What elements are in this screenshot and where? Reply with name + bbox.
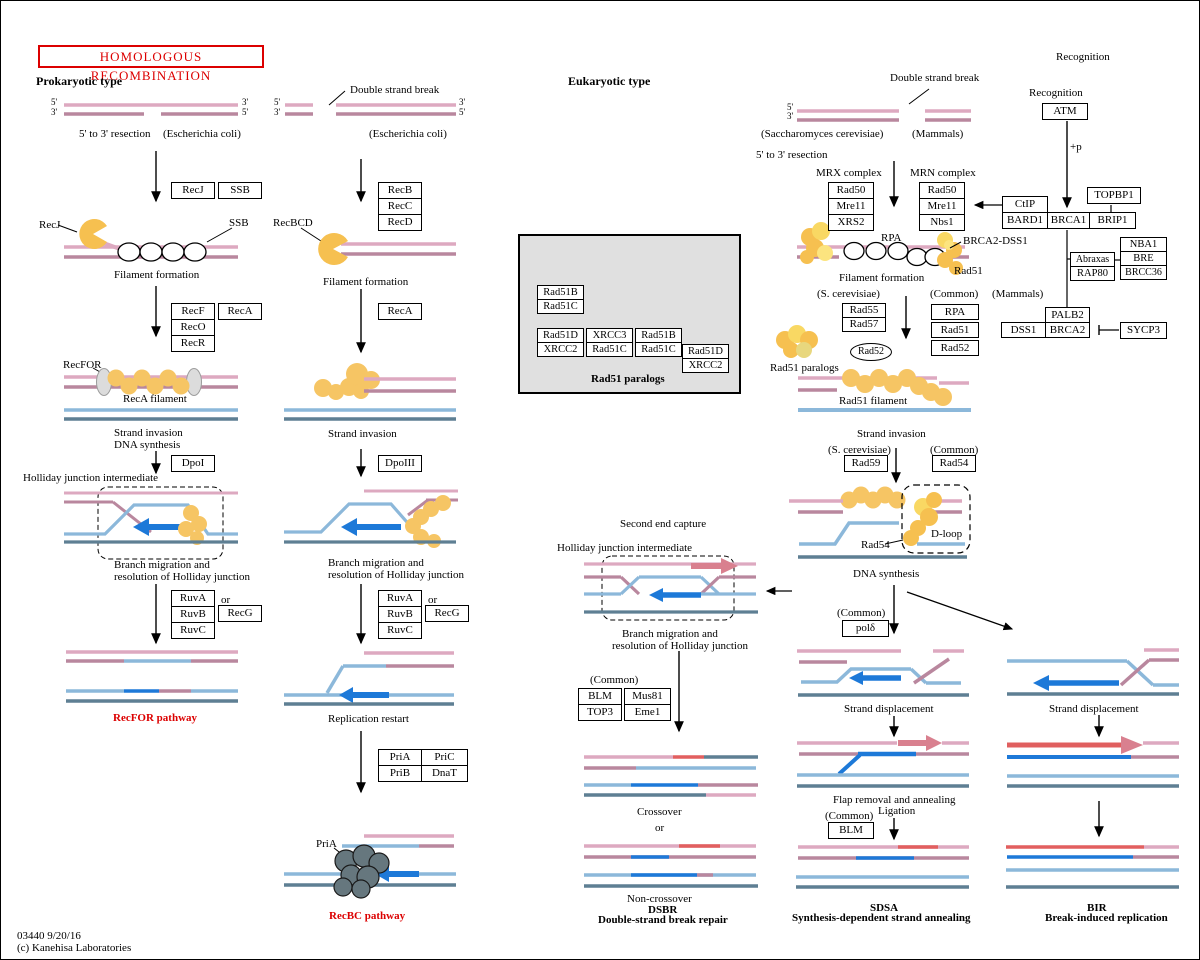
gene-box-dss1[interactable]: DSS1 [1001,322,1046,338]
gene-box-palb2[interactable]: PALB2 [1045,307,1090,323]
label-rad51-filament: Rad51 filament [839,395,908,407]
label-recognition: Recognition [1029,87,1083,99]
label-holliday: Holliday junction intermediate [557,542,693,554]
gene-box-ruvb[interactable]: RuvB [378,606,422,623]
label-rad51-paralogs: Rad51 paralogs [770,362,839,374]
label-dna-synthesis: DNA synthesis [853,568,920,580]
label-strand-invasion: Strand invasion [328,428,397,440]
end-label: 3' [51,107,58,117]
label-brca2-dss1: BRCA2-DSS1 [963,235,1028,247]
label-or: or [428,594,438,606]
bir-diagram [1006,650,1179,887]
recj-pacman-icon [79,219,107,249]
gene-box-rad51c[interactable]: Rad51C [586,342,633,357]
label-branch-migration: Branch migration and [114,559,210,571]
label-strand-displacement: Strand displacement [844,703,934,715]
strand-invasion-blobs [841,487,906,509]
label-recj: RecJ [39,219,61,231]
gene-box-rad52[interactable]: Rad52 [931,340,979,356]
label-common: (Common) [837,607,886,619]
label-common: (Common) [930,444,979,456]
label-resection: 5' to 3' resection [79,128,151,140]
gene-box-xrs2[interactable]: XRS2 [828,214,874,231]
gene-box-recr[interactable]: RecR [171,335,215,352]
gene-box-rad57[interactable]: Rad57 [842,317,886,332]
label-filament-formation: Filament formation [323,276,409,288]
displacement-arrow [926,735,942,751]
gene-box-poldelta[interactable]: polδ [842,620,889,637]
second-end-arrow [721,558,738,574]
gene-box-mre11[interactable]: Mre11 [828,198,874,215]
label-rpa: RPA [881,232,902,244]
gene-box-brip1[interactable]: BRIP1 [1089,212,1136,229]
label-mrx-complex: MRX complex [816,167,882,179]
gene-box-rad55[interactable]: Rad55 [842,303,886,318]
gene-box-prib[interactable]: PriB [378,765,422,782]
label-mrn-complex: MRN complex [910,167,976,179]
end-label: 5' [787,102,794,112]
gene-box-eme1[interactable]: Eme1 [624,704,671,721]
gene-box-ruvc[interactable]: RuvC [378,622,422,639]
gene-box-nbs1[interactable]: Nbs1 [919,214,965,231]
label-dna-synthesis: DNA synthesis [114,439,181,451]
label-ssb: SSB [229,217,249,229]
label-or: or [221,594,231,606]
section-prokaryotic: Prokaryotic type [36,74,123,88]
end-label: 5' [242,107,249,117]
gene-box-bard1[interactable]: BARD1 [1002,212,1048,229]
gene-box-bre[interactable]: BRE [1120,251,1167,266]
end-label: 3' [274,107,281,117]
end-label: 5' [51,97,58,107]
label-pria: PriA [316,838,337,850]
gene-box-brca1[interactable]: BRCA1 [1047,212,1090,229]
label-s-cerevisiae: (S. cerevisiae) [828,444,891,456]
gene-box-ctip[interactable]: CtIP [1002,196,1048,213]
gene-box-mus81[interactable]: Mus81 [624,688,671,705]
gene-oval-rad52[interactable]: Rad52 [850,343,892,361]
label-branch-migration: Branch migration and [328,557,424,569]
gene-box-pria[interactable]: PriA [378,749,422,766]
pathway-name-bir-full: Break-induced replication [1045,912,1168,924]
gene-box-sycp3[interactable]: SYCP3 [1120,322,1167,339]
gene-box-reca[interactable]: RecA [218,303,262,320]
gene-box-rad51[interactable]: Rad51 [931,322,979,338]
pathway-title: HOMOLOGOUS RECOMBINATION [38,45,264,68]
label-saccharomyces: (Saccharomyces cerevisiae) [761,128,884,140]
gene-box-atm[interactable]: ATM [1042,103,1088,120]
gene-box-rad51c[interactable]: Rad51C [635,342,682,357]
label-crossover: Crossover [637,806,682,818]
label-holliday: Holliday junction intermediate [23,472,159,484]
label-rad51: Rad51 [954,265,983,277]
label-strand-displacement: Strand displacement [1049,703,1139,715]
end-label: 5' [459,107,466,117]
gene-box-ruvc[interactable]: RuvC [171,622,215,639]
label-strand-invasion: Strand invasion [114,427,183,439]
label-ecoli: (Escherichia coli) [369,128,447,140]
gene-box-nba1[interactable]: NBA1 [1120,237,1167,252]
gene-box-rad51b[interactable]: Rad51B [635,328,682,343]
section-eukaryotic: Eukaryotic type [568,74,651,88]
pathway-name-sdsa: SDSA [870,902,899,914]
gene-box-rad50[interactable]: Rad50 [828,182,874,199]
gene-box-rpa[interactable]: RPA [931,304,979,320]
label-branch-migration-2: resolution of Holliday junction [612,640,748,652]
gene-box-rad51b[interactable]: Rad51B [537,285,584,300]
pathway-name-recfor: RecFOR pathway [113,712,198,724]
pathway-name-sdsa-full: Synthesis-dependent strand annealing [792,912,971,924]
gene-box-brca2[interactable]: BRCA2 [1045,322,1090,338]
label-flap-removal: Flap removal and annealing [833,794,956,806]
label-dsb: Double strand break [350,84,440,96]
gene-box-rap80[interactable]: RAP80 [1070,266,1115,281]
label-non-crossover: Non-crossover [627,893,692,905]
gene-box-recd[interactable]: RecD [378,214,422,231]
gene-box-xrcc2[interactable]: XRCC2 [537,342,584,357]
label-plus-p: +p [1070,141,1082,153]
gene-box-recc[interactable]: RecC [378,198,422,215]
label-common: (Common) [930,288,979,300]
label-rad54: Rad54 [861,539,890,551]
label-s-cerevisiae: (S. cerevisiae) [817,288,880,300]
end-label: 5' [274,97,281,107]
end-label: 3' [242,97,249,107]
gene-box-recj[interactable]: RecJ [171,182,215,199]
junction-protein-blobs [405,495,451,548]
pathway-name-bir: BIR [1087,902,1107,914]
pathway-name-dsbr-full: Double-strand break repair [598,914,728,926]
gene-box-xrcc3[interactable]: XRCC3 [586,328,633,343]
pathway-name-recbc: RecBC pathway [329,910,406,922]
map-number: 03440 9/20/16 [17,930,81,942]
sdsa-diagram [796,651,969,887]
filament-blobs [314,363,380,400]
gene-box-top3[interactable]: TOP3 [578,704,622,721]
label-replication-restart: Replication restart [328,713,409,725]
label-resection: 5' to 3' resection [756,149,828,161]
copyright: (c) Kanehisa Laboratories [17,942,132,954]
label-recognition: Recognition [1056,51,1110,63]
gene-box-ruva[interactable]: RuvA [378,590,422,607]
label-dsb: Double strand break [890,72,980,84]
label-d-loop: D-loop [931,528,963,540]
gene-box-recb[interactable]: RecB [378,182,422,199]
label-filament-formation: Filament formation [114,269,200,281]
recbcd-pacman-icon [318,233,348,265]
gene-box-rad59[interactable]: Rad59 [844,455,888,472]
gene-box-dnat[interactable]: DnaT [421,765,468,782]
gene-box-mre11[interactable]: Mre11 [919,198,965,215]
gene-box-ruva[interactable]: RuvA [171,590,215,607]
label-mammals: (Mammals) [912,128,964,140]
gene-box-ssb[interactable]: SSB [218,182,262,199]
pathway-drawing [1,1,1200,960]
gene-box-rad51d[interactable]: Rad51D [537,328,584,343]
gene-box-blm[interactable]: BLM [828,822,874,839]
label-or: or [655,822,665,834]
reca-filament-icon [108,370,190,395]
gene-box-rad51c[interactable]: Rad51C [537,299,584,314]
label-filament-formation: Filament formation [839,272,925,284]
label-recfor: RecFOR [63,359,102,371]
label-branch-migration: Branch migration and [622,628,718,640]
gene-box-reca[interactable]: RecA [378,303,422,320]
gene-box-blm[interactable]: BLM [578,688,622,705]
gene-box-rad50[interactable]: Rad50 [919,182,965,199]
pathway-name-dsbr: DSBR [648,904,678,916]
gene-box-recg[interactable]: RecG [425,605,469,622]
label-mammals: (Mammals) [992,288,1044,300]
label-ecoli: (Escherichia coli) [163,128,241,140]
gene-box-recf[interactable]: RecF [171,303,215,320]
label-second-end-capture: Second end capture [620,518,707,530]
gene-box-brcc36[interactable]: BRCC36 [1120,265,1167,280]
label-branch-migration-2: resolution of Holliday junction [114,571,250,583]
label-branch-migration-2: resolution of Holliday junction [328,569,464,581]
pria-complex-icon [334,845,389,898]
label-recbcd: RecBCD [273,217,313,229]
label-strand-invasion: Strand invasion [857,428,926,440]
gene-box-reco[interactable]: RecO [171,319,215,336]
rad51-paralog-blobs [776,325,818,358]
gene-box-dpoi[interactable]: DpoI [171,455,215,472]
end-label: 3' [787,111,794,121]
label-common: (Common) [590,674,639,686]
dsbr-diagram [584,556,758,886]
junction-protein-blobs [178,505,207,545]
gene-box-pric[interactable]: PriC [421,749,468,766]
label-rad51-paralogs-caption: Rad51 paralogs [591,373,665,385]
gene-box-dpoiii[interactable]: DpoIII [378,455,422,472]
label-common: (Common) [825,810,874,822]
gene-box-recg[interactable]: RecG [218,605,262,622]
gene-box-topbp1[interactable]: TOPBP1 [1087,187,1141,204]
bir-displacement-arrow [1121,736,1143,754]
label-reca-filament: RecA filament [123,393,187,405]
label-ligation: Ligation [878,805,916,817]
end-label: 3' [459,97,466,107]
gene-box-rad54[interactable]: Rad54 [932,455,976,472]
gene-box-abraxas[interactable]: Abraxas [1070,252,1115,267]
gene-box-xrcc2[interactable]: XRCC2 [682,358,729,373]
gene-box-ruvb[interactable]: RuvB [171,606,215,623]
gene-box-rad51d[interactable]: Rad51D [682,344,729,359]
